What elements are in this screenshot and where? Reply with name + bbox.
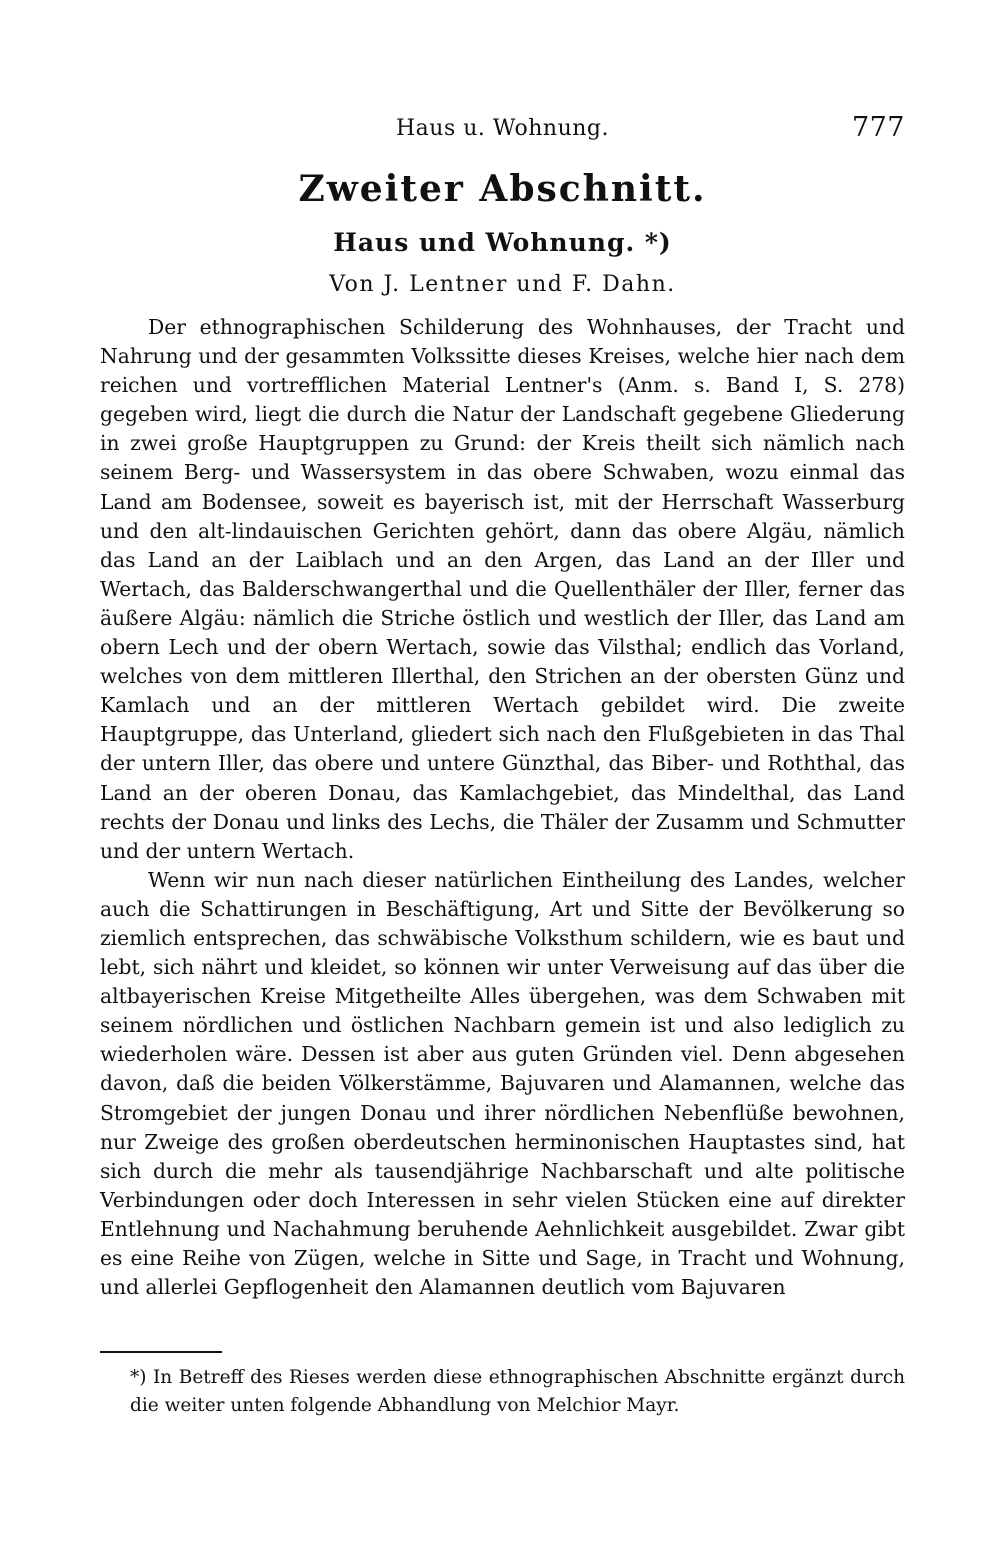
- body-text: [100, 313, 905, 1302]
- running-title: Haus u. Wohnung.: [395, 116, 610, 141]
- footnote: *) In Betreff des Rieses werden diese ethnographischen Abschnitte ergänzt durch die weiter unten folgende Abhandlung von Melchior Mayr.: [130, 1367, 905, 1416]
- paragraph: Wenn wir nun nach dieser natürlichen Eintheilung des Landes, welcher auch die Schattirungen in Beschäftigung, Art und Sitte der Bevölkerung so ziemlich entsprechen, das schwäbische Volksthum schildern, wie es baut und lebt, sich nährt und kleidet, so können wir unter Verweisung auf das über die altbayerischen Kreise Mitgetheilte Alles übergehen, was dem Schwaben mit seinem nördlichen und östlichen Nachbarn gemein ist und also lediglich zu wiederholen wäre. Dessen ist aber aus guten Gründen viel. Denn abgesehen davon, daß die beiden Völkerstämme, Bajuvaren und Alamannen, welche das Stromgebiet der jungen Donau und ihrer nördlichen Nebenflüße bewohnen, nur Zweige des großen oberdeutschen herminonischen Hauptastes sind, hat sich durch die mehr als tausendjährige Nachbarschaft und alte politische Verbindungen oder doch Interessen in sehr vielen Stücken eine auf direkter Entlehnung und Nachahmung beruhende Aehnlichkeit ausgebildet. Zwar gibt es eine Reihe von Zügen, welche in Sitte und Sage, in Tracht und Wohnung, und allerlei Gepflogenheit den Alamannen deutlich vom Bajuvaren: [100, 867, 905, 1300]
- page-number: 777: [851, 112, 905, 143]
- section-authors: Von J. Lentner und F. Dahn.: [329, 272, 676, 297]
- paragraph: Der ethnographischen Schilderung des Wohnhauses, der Tracht und Nahrung und der gesammten Volkssitte dieses Kreises, welche hier nach dem reichen und vortrefflichen Material Lentner's (Anm. s. Band I, S. 278) gegeben wird, liegt die durch die Natur der Landschaft gegebene Gliederung in zwei große Hauptgruppen zu Grund: der Kreis theilt sich nämlich nach seinem Berg- und Wassersystem in das obere Schwaben, wozu einmal das Land am Bodensee, soweit es bayerisch ist, mit der Herrschaft Wasserburg und den alt-lindauischen Gerichten gehört, dann das obere Algäu, nämlich das Land an der Laiblach und an den Argen, das Land an der Iller und Wertach, das Balderschwangerthal und die Quellenthäler der Iller, ferner das äußere Algäu: nämlich die Striche östlich und westlich der Iller, das Land am obern Lech und der obern Wertach, sowie das Vilsthal; endlich das Vorland, welches von dem mittleren Illerthal, den Strichen an der obersten Günz und Kamlach und an der mittleren Wertach gebildet wird. Die zweite Hauptgruppe, das Unterland, gliedert sich nach den Flußgebieten in das Thal der untern Iller, das obere und untere Günzthal, das Biber- und Roththal, das Land an der oberen Donau, das Kamlachgebiet, das Mindelthal, das Land rechts der Donau und links des Lechs, die Thäler der Zusamm und Schmutter und der untern Wertach.: [100, 315, 905, 863]
- section-subtitle: Haus und Wohnung. *): [333, 228, 672, 257]
- section-title: Zweiter Abschnitt.: [298, 168, 707, 210]
- running-head: [100, 112, 905, 146]
- footnote-rule: [100, 1351, 222, 1353]
